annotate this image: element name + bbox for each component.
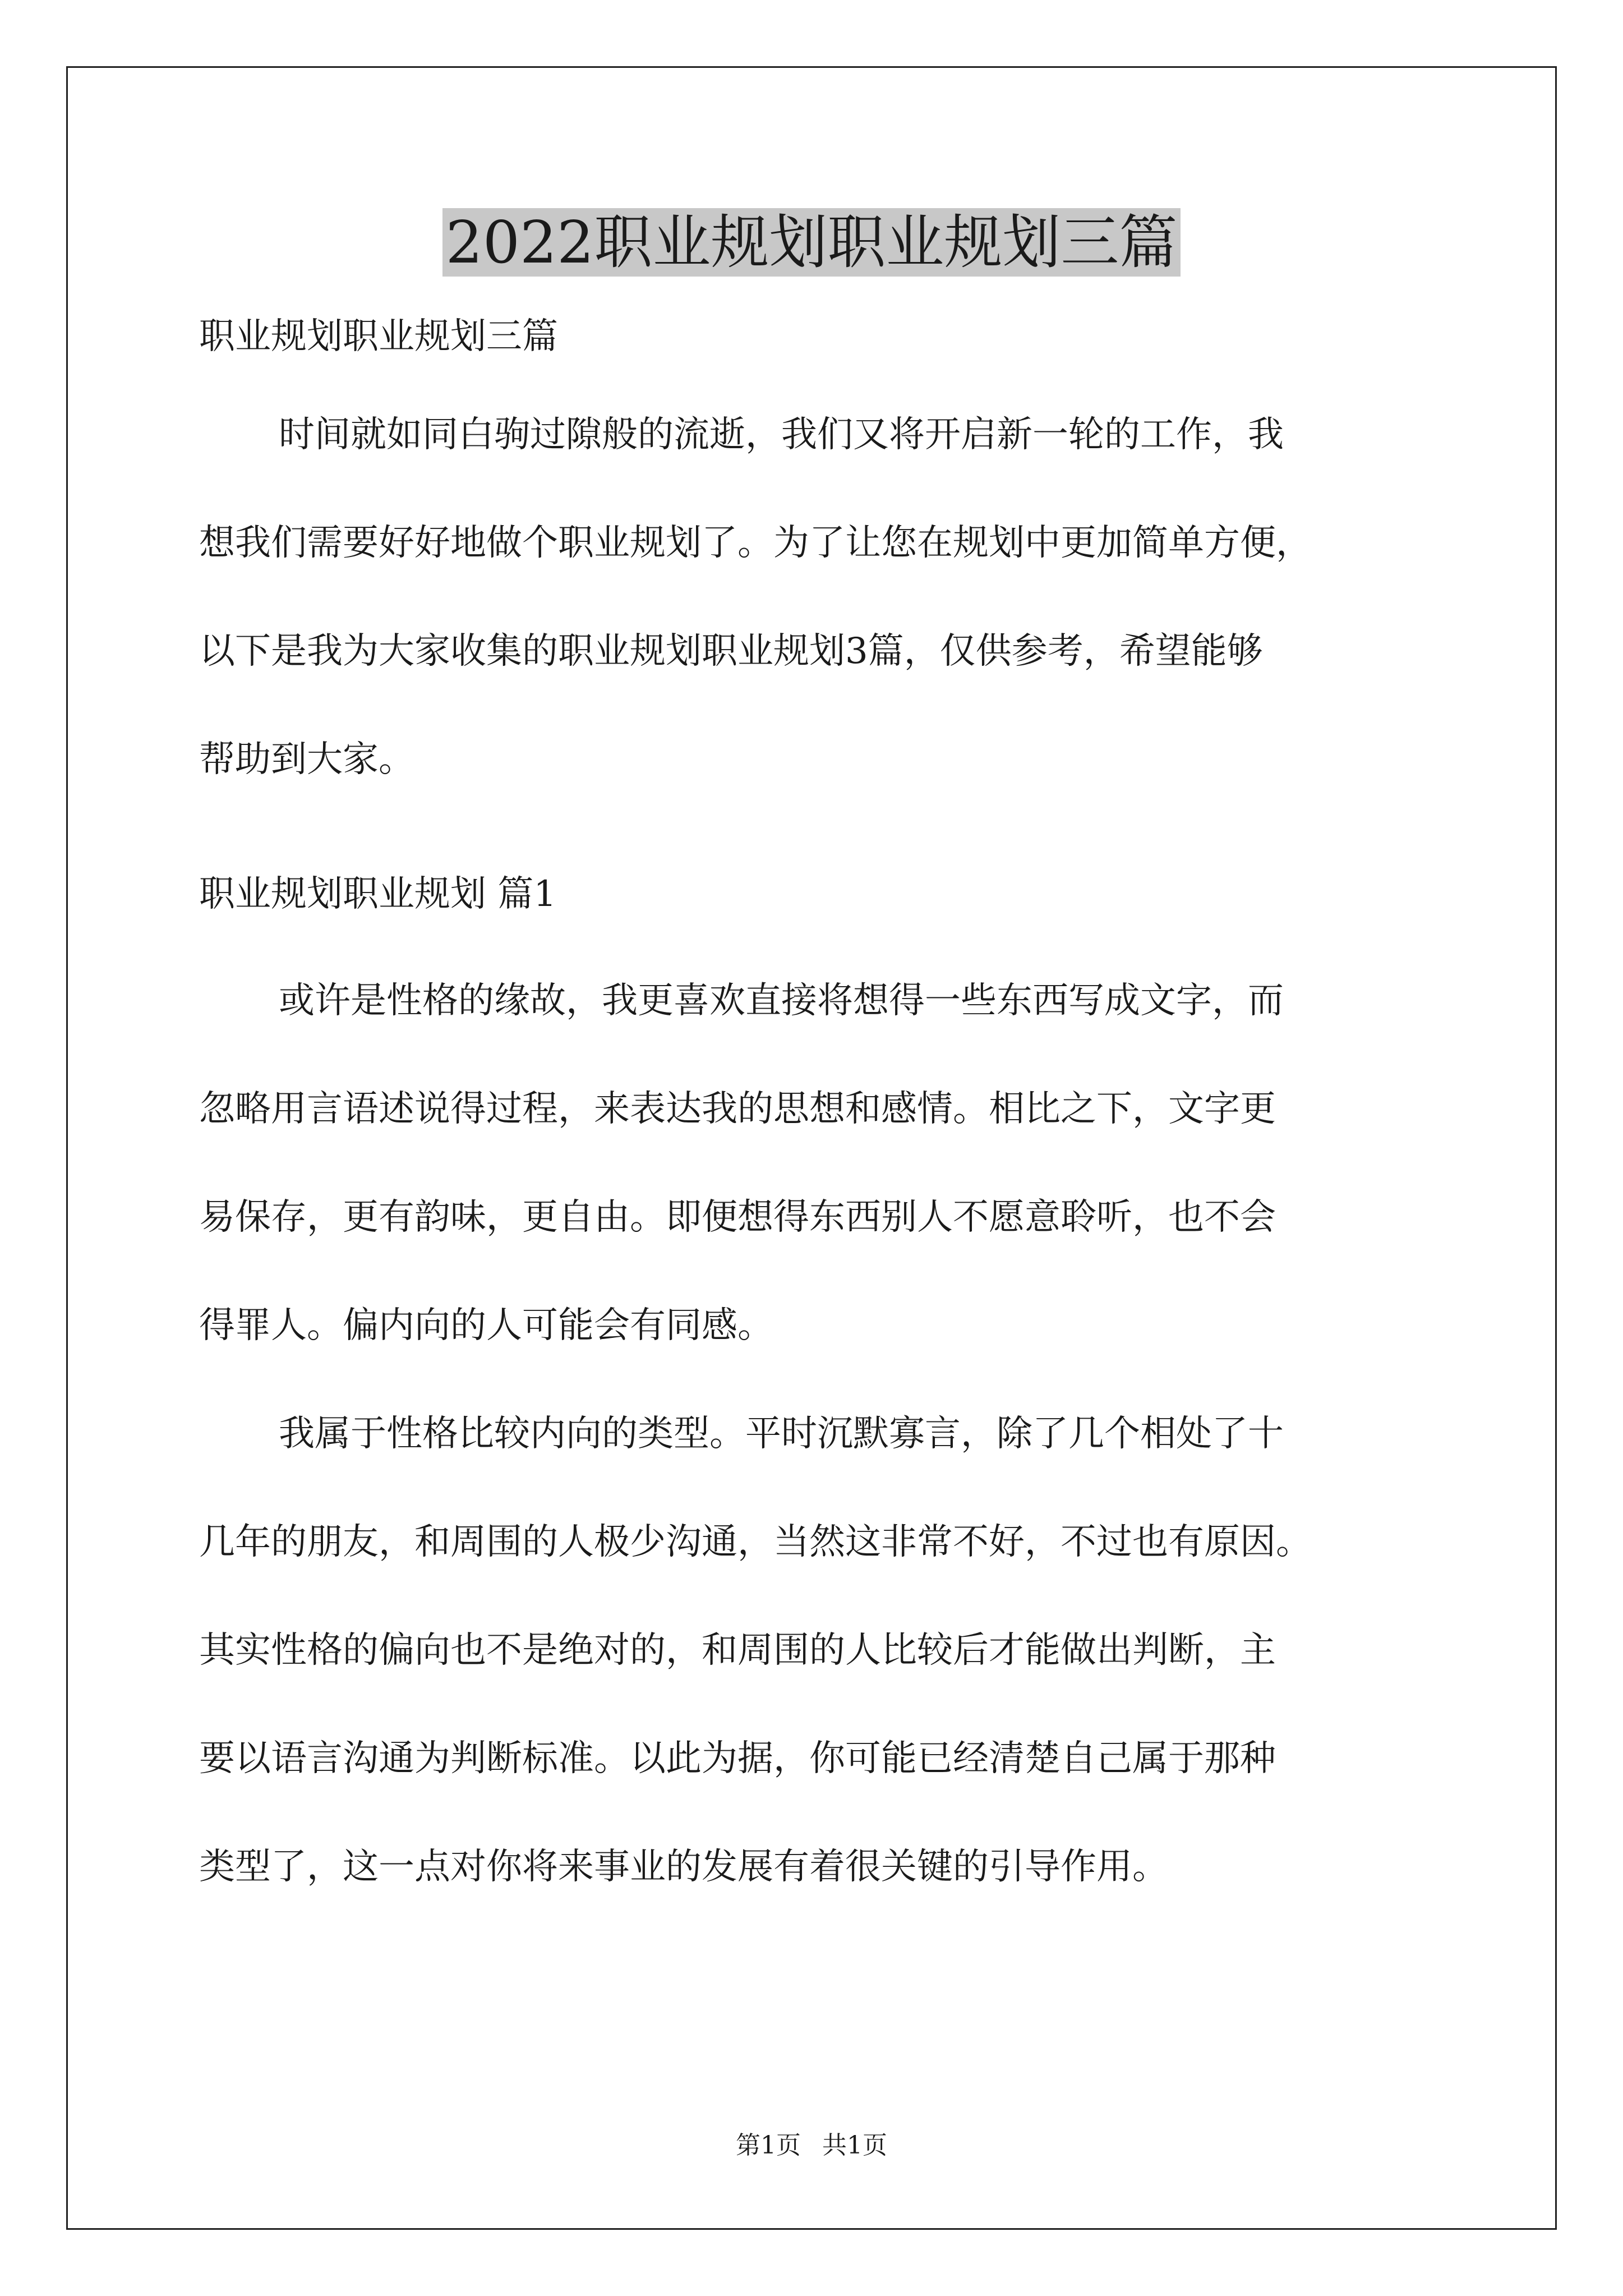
intro-line: 以下是我为大家收集的职业规划职业规划3篇，仅供参考，希望能够	[199, 631, 1263, 672]
page-number: 第1页	[736, 2131, 801, 2160]
paragraph-line: 得罪人。偏内向的人可能会有同感。	[199, 1305, 773, 1346]
paragraph-1	[199, 978, 1427, 1348]
document-title-text: 2022职业规划职业规划三篇	[442, 208, 1181, 277]
page-total: 共1页	[822, 2131, 887, 2160]
paragraph-line: 忽略用言语述说得过程，来表达我的思想和感情。相比之下，文字更	[199, 1088, 1276, 1130]
paragraph-2	[199, 1411, 1427, 1889]
paragraph-line: 易保存，更有韵味，更自由。即便想得东西别人不愿意聆听，也不会	[199, 1197, 1276, 1238]
intro-line: 想我们需要好好地做个职业规划了。为了让您在规划中更加简单方便，	[199, 522, 1312, 564]
paragraph-line: 其实性格的偏向也不是绝对的，和周围的人比较后才能做出判断，主	[199, 1630, 1276, 1671]
paragraph-line: 几年的朋友，和周围的人极少沟通，当然这非常不好，不过也有原因。	[199, 1521, 1312, 1563]
section-heading: 职业规划职业规划 篇1	[199, 873, 557, 915]
paragraph-line: 类型了，这一点对你将来事业的发展有着很关键的引导作用。	[199, 1846, 1168, 1888]
document-body	[199, 314, 1427, 1953]
document-title	[0, 203, 1623, 282]
paragraph-line: 或许是性格的缘故，我更喜欢直接将想得一些东西写成文字，而	[279, 980, 1284, 1022]
document-subtitle: 职业规划职业规划三篇	[199, 316, 558, 357]
paragraph-line: 要以语言沟通为判断标准。以此为据，你可能已经清楚自己属于那种	[199, 1738, 1276, 1779]
intro-line: 帮助到大家。	[199, 739, 414, 780]
intro-line: 时间就如同白驹过隙般的流逝，我们又将开启新一轮的工作，我	[279, 414, 1284, 455]
paragraph-line: 我属于性格比较内向的类型。平时沉默寡言，除了几个相处了十	[279, 1413, 1284, 1455]
intro-paragraph	[199, 412, 1427, 782]
page-footer	[0, 2130, 1623, 2161]
